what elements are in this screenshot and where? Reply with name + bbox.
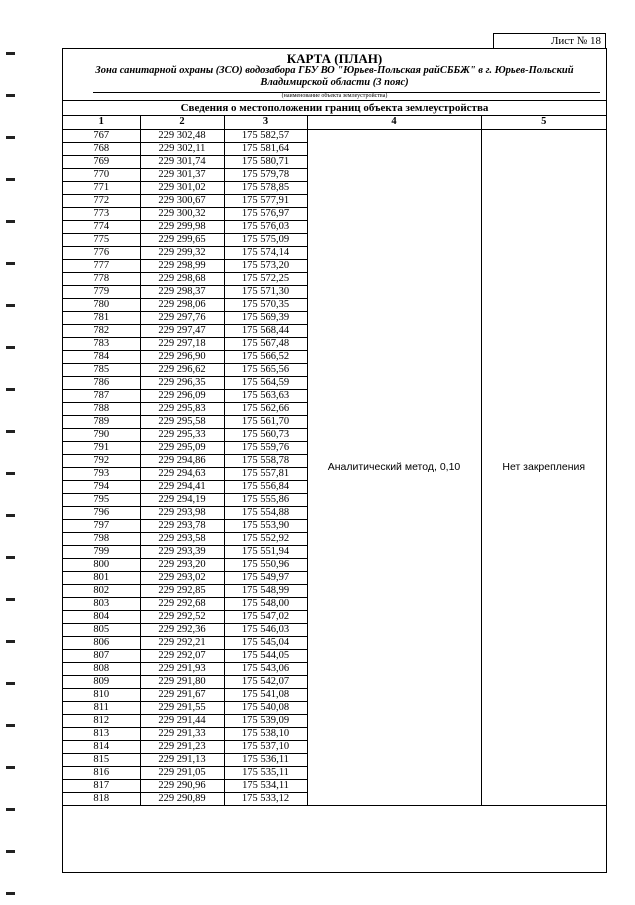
y-coordinate-cell: 175 573,20 — [224, 259, 307, 272]
point-number-cell: 781 — [63, 311, 140, 324]
document-frame — [62, 48, 607, 873]
point-number-cell: 808 — [63, 662, 140, 675]
y-coordinate-cell: 175 552,92 — [224, 532, 307, 545]
y-coordinate-cell: 175 577,91 — [224, 194, 307, 207]
x-coordinate-cell: 229 299,32 — [140, 246, 224, 259]
y-coordinate-cell: 175 538,10 — [224, 727, 307, 740]
point-number-cell: 793 — [63, 467, 140, 480]
y-coordinate-cell: 175 576,97 — [224, 207, 307, 220]
y-coordinate-cell: 175 548,99 — [224, 584, 307, 597]
section-title: Сведения о местоположении границ объекта землеустройства — [63, 100, 606, 116]
binder-hole-mark — [6, 136, 15, 139]
x-coordinate-cell: 229 296,90 — [140, 350, 224, 363]
y-coordinate-cell: 175 582,57 — [224, 129, 307, 142]
y-coordinate-cell: 175 563,63 — [224, 389, 307, 402]
x-coordinate-cell: 229 293,20 — [140, 558, 224, 571]
x-coordinate-cell: 229 298,37 — [140, 285, 224, 298]
column-header: 3 — [224, 116, 307, 129]
binder-hole-mark — [6, 430, 15, 433]
x-coordinate-cell: 229 293,02 — [140, 571, 224, 584]
y-coordinate-cell: 175 569,39 — [224, 311, 307, 324]
x-coordinate-cell: 229 291,05 — [140, 766, 224, 779]
y-coordinate-cell: 175 579,78 — [224, 168, 307, 181]
x-coordinate-cell: 229 295,83 — [140, 402, 224, 415]
method-cell: Аналитический метод, 0,10 — [307, 129, 481, 805]
y-coordinate-cell: 175 550,96 — [224, 558, 307, 571]
x-coordinate-cell: 229 294,63 — [140, 467, 224, 480]
point-number-cell: 784 — [63, 350, 140, 363]
point-number-cell: 801 — [63, 571, 140, 584]
x-coordinate-cell: 229 291,13 — [140, 753, 224, 766]
binder-hole-mark — [6, 724, 15, 727]
sheet-number: Лист № 18 — [493, 33, 606, 49]
binder-hole-mark — [6, 514, 15, 517]
point-number-cell: 769 — [63, 155, 140, 168]
y-coordinate-cell: 175 542,07 — [224, 675, 307, 688]
binder-hole-mark — [6, 556, 15, 559]
y-coordinate-cell: 175 564,59 — [224, 376, 307, 389]
x-coordinate-cell: 229 291,93 — [140, 662, 224, 675]
y-coordinate-cell: 175 540,08 — [224, 701, 307, 714]
point-number-cell: 772 — [63, 194, 140, 207]
x-coordinate-cell: 229 293,98 — [140, 506, 224, 519]
y-coordinate-cell: 175 576,03 — [224, 220, 307, 233]
x-coordinate-cell: 229 291,55 — [140, 701, 224, 714]
x-coordinate-cell: 229 291,67 — [140, 688, 224, 701]
x-coordinate-cell: 229 297,76 — [140, 311, 224, 324]
column-header: 5 — [481, 116, 606, 129]
x-coordinate-cell: 229 298,06 — [140, 298, 224, 311]
point-number-cell: 782 — [63, 324, 140, 337]
y-coordinate-cell: 175 551,94 — [224, 545, 307, 558]
x-coordinate-cell: 229 296,62 — [140, 363, 224, 376]
binder-hole-mark — [6, 766, 15, 769]
x-coordinate-cell: 229 301,74 — [140, 155, 224, 168]
point-number-cell: 770 — [63, 168, 140, 181]
document-title: КАРТА (ПЛАН) — [286, 51, 383, 66]
x-coordinate-cell: 229 292,52 — [140, 610, 224, 623]
y-coordinate-cell: 175 574,14 — [224, 246, 307, 259]
x-coordinate-cell: 229 293,58 — [140, 532, 224, 545]
binder-hole-mark — [6, 94, 15, 97]
point-number-cell: 809 — [63, 675, 140, 688]
point-number-cell: 810 — [63, 688, 140, 701]
x-coordinate-cell: 229 297,18 — [140, 337, 224, 350]
point-number-cell: 767 — [63, 129, 140, 142]
binder-hole-mark — [6, 892, 15, 895]
point-number-cell: 800 — [63, 558, 140, 571]
x-coordinate-cell: 229 301,37 — [140, 168, 224, 181]
point-number-cell: 795 — [63, 493, 140, 506]
point-number-cell: 799 — [63, 545, 140, 558]
point-number-cell: 816 — [63, 766, 140, 779]
y-coordinate-cell: 175 543,06 — [224, 662, 307, 675]
y-coordinate-cell: 175 581,64 — [224, 142, 307, 155]
y-coordinate-cell: 175 562,66 — [224, 402, 307, 415]
point-number-cell: 783 — [63, 337, 140, 350]
x-coordinate-cell: 229 291,33 — [140, 727, 224, 740]
y-coordinate-cell: 175 567,48 — [224, 337, 307, 350]
point-number-cell: 803 — [63, 597, 140, 610]
x-coordinate-cell: 229 295,33 — [140, 428, 224, 441]
y-coordinate-cell: 175 557,81 — [224, 467, 307, 480]
binder-hole-mark — [6, 598, 15, 601]
x-coordinate-cell: 229 292,21 — [140, 636, 224, 649]
x-coordinate-cell: 229 294,41 — [140, 480, 224, 493]
y-coordinate-cell: 175 561,70 — [224, 415, 307, 428]
x-coordinate-cell: 229 292,07 — [140, 649, 224, 662]
fixing-cell: Нет закрепления — [481, 129, 606, 805]
point-number-cell: 791 — [63, 441, 140, 454]
point-number-cell: 773 — [63, 207, 140, 220]
point-number-cell: 815 — [63, 753, 140, 766]
point-number-cell: 804 — [63, 610, 140, 623]
point-number-cell: 796 — [63, 506, 140, 519]
point-number-cell: 794 — [63, 480, 140, 493]
x-coordinate-cell: 229 296,09 — [140, 389, 224, 402]
x-coordinate-cell: 229 291,23 — [140, 740, 224, 753]
y-coordinate-cell: 175 553,90 — [224, 519, 307, 532]
y-coordinate-cell: 175 566,52 — [224, 350, 307, 363]
x-coordinate-cell: 229 290,89 — [140, 792, 224, 805]
x-coordinate-cell: 229 302,11 — [140, 142, 224, 155]
y-coordinate-cell: 175 555,86 — [224, 493, 307, 506]
y-coordinate-cell: 175 546,03 — [224, 623, 307, 636]
y-coordinate-cell: 175 539,09 — [224, 714, 307, 727]
point-number-cell: 812 — [63, 714, 140, 727]
y-coordinate-cell: 175 560,73 — [224, 428, 307, 441]
x-coordinate-cell: 229 292,85 — [140, 584, 224, 597]
x-coordinate-cell: 229 294,19 — [140, 493, 224, 506]
x-coordinate-cell: 229 296,35 — [140, 376, 224, 389]
y-coordinate-cell: 175 568,44 — [224, 324, 307, 337]
column-header: 4 — [307, 116, 481, 129]
point-number-cell: 768 — [63, 142, 140, 155]
y-coordinate-cell: 175 545,04 — [224, 636, 307, 649]
point-number-cell: 798 — [63, 532, 140, 545]
y-coordinate-cell: 175 565,56 — [224, 363, 307, 376]
y-coordinate-cell: 175 535,11 — [224, 766, 307, 779]
binder-hole-mark — [6, 262, 15, 265]
table-row — [63, 129, 606, 142]
point-number-cell: 775 — [63, 233, 140, 246]
x-coordinate-cell: 229 295,58 — [140, 415, 224, 428]
binder-hole-mark — [6, 346, 15, 349]
y-coordinate-cell: 175 533,12 — [224, 792, 307, 805]
binder-hole-mark — [6, 304, 15, 307]
y-coordinate-cell: 175 578,85 — [224, 181, 307, 194]
x-coordinate-cell: 229 300,32 — [140, 207, 224, 220]
x-coordinate-cell: 229 300,67 — [140, 194, 224, 207]
x-coordinate-cell: 229 299,65 — [140, 233, 224, 246]
x-coordinate-cell: 229 292,68 — [140, 597, 224, 610]
y-coordinate-cell: 175 571,30 — [224, 285, 307, 298]
x-coordinate-cell: 229 301,02 — [140, 181, 224, 194]
column-header: 1 — [63, 116, 140, 129]
y-coordinate-cell: 175 544,05 — [224, 649, 307, 662]
object-name-note: (наименование объекта землеустройства) — [281, 93, 388, 99]
point-number-cell: 811 — [63, 701, 140, 714]
binder-hole-mark — [6, 850, 15, 853]
column-header: 2 — [140, 116, 224, 129]
point-number-cell: 790 — [63, 428, 140, 441]
x-coordinate-cell: 229 290,96 — [140, 779, 224, 792]
y-coordinate-cell: 175 548,00 — [224, 597, 307, 610]
x-coordinate-cell: 229 298,99 — [140, 259, 224, 272]
binder-hole-mark — [6, 808, 15, 811]
point-number-cell: 813 — [63, 727, 140, 740]
x-coordinate-cell: 229 298,68 — [140, 272, 224, 285]
binder-hole-mark — [6, 640, 15, 643]
x-coordinate-cell: 229 293,39 — [140, 545, 224, 558]
point-number-cell: 814 — [63, 740, 140, 753]
y-coordinate-cell: 175 547,02 — [224, 610, 307, 623]
y-coordinate-cell: 175 556,84 — [224, 480, 307, 493]
binder-hole-mark — [6, 388, 15, 391]
x-coordinate-cell: 229 299,98 — [140, 220, 224, 233]
binder-hole-mark — [6, 220, 15, 223]
y-coordinate-cell: 175 559,76 — [224, 441, 307, 454]
y-coordinate-cell: 175 580,71 — [224, 155, 307, 168]
x-coordinate-cell: 229 294,86 — [140, 454, 224, 467]
y-coordinate-cell: 175 549,97 — [224, 571, 307, 584]
point-number-cell: 807 — [63, 649, 140, 662]
y-coordinate-cell: 175 541,08 — [224, 688, 307, 701]
binder-hole-mark — [6, 52, 15, 55]
point-number-cell: 780 — [63, 298, 140, 311]
y-coordinate-cell: 175 554,88 — [224, 506, 307, 519]
x-coordinate-cell: 229 293,78 — [140, 519, 224, 532]
point-number-cell: 786 — [63, 376, 140, 389]
binder-hole-mark — [6, 178, 15, 181]
point-number-cell: 817 — [63, 779, 140, 792]
y-coordinate-cell: 175 536,11 — [224, 753, 307, 766]
x-coordinate-cell: 229 302,48 — [140, 129, 224, 142]
point-number-cell: 797 — [63, 519, 140, 532]
y-coordinate-cell: 175 575,09 — [224, 233, 307, 246]
point-number-cell: 806 — [63, 636, 140, 649]
binder-hole-mark — [6, 472, 15, 475]
x-coordinate-cell: 229 295,09 — [140, 441, 224, 454]
point-number-cell: 771 — [63, 181, 140, 194]
binder-hole-mark — [6, 682, 15, 685]
point-number-cell: 778 — [63, 272, 140, 285]
y-coordinate-cell: 175 558,78 — [224, 454, 307, 467]
x-coordinate-cell: 229 291,80 — [140, 675, 224, 688]
point-number-cell: 805 — [63, 623, 140, 636]
document-subtitle: Зона санитарной охраны (ЗСО) водозабора ГБУ ВО "Юрьев-Польская райСББЖ" в г. Юрьев-Польский Владимирской области (3 пояс) — [95, 65, 574, 88]
point-number-cell: 787 — [63, 389, 140, 402]
point-number-cell: 788 — [63, 402, 140, 415]
x-coordinate-cell: 229 297,47 — [140, 324, 224, 337]
y-coordinate-cell: 175 534,11 — [224, 779, 307, 792]
point-number-cell: 789 — [63, 415, 140, 428]
point-number-cell: 792 — [63, 454, 140, 467]
point-number-cell: 774 — [63, 220, 140, 233]
point-number-cell: 785 — [63, 363, 140, 376]
x-coordinate-cell: 229 291,44 — [140, 714, 224, 727]
y-coordinate-cell: 175 572,25 — [224, 272, 307, 285]
table-header-row — [63, 116, 606, 129]
point-number-cell: 802 — [63, 584, 140, 597]
coordinates-table — [63, 116, 606, 806]
y-coordinate-cell: 175 570,35 — [224, 298, 307, 311]
point-number-cell: 776 — [63, 246, 140, 259]
x-coordinate-cell: 229 292,36 — [140, 623, 224, 636]
point-number-cell: 777 — [63, 259, 140, 272]
point-number-cell: 779 — [63, 285, 140, 298]
point-number-cell: 818 — [63, 792, 140, 805]
y-coordinate-cell: 175 537,10 — [224, 740, 307, 753]
